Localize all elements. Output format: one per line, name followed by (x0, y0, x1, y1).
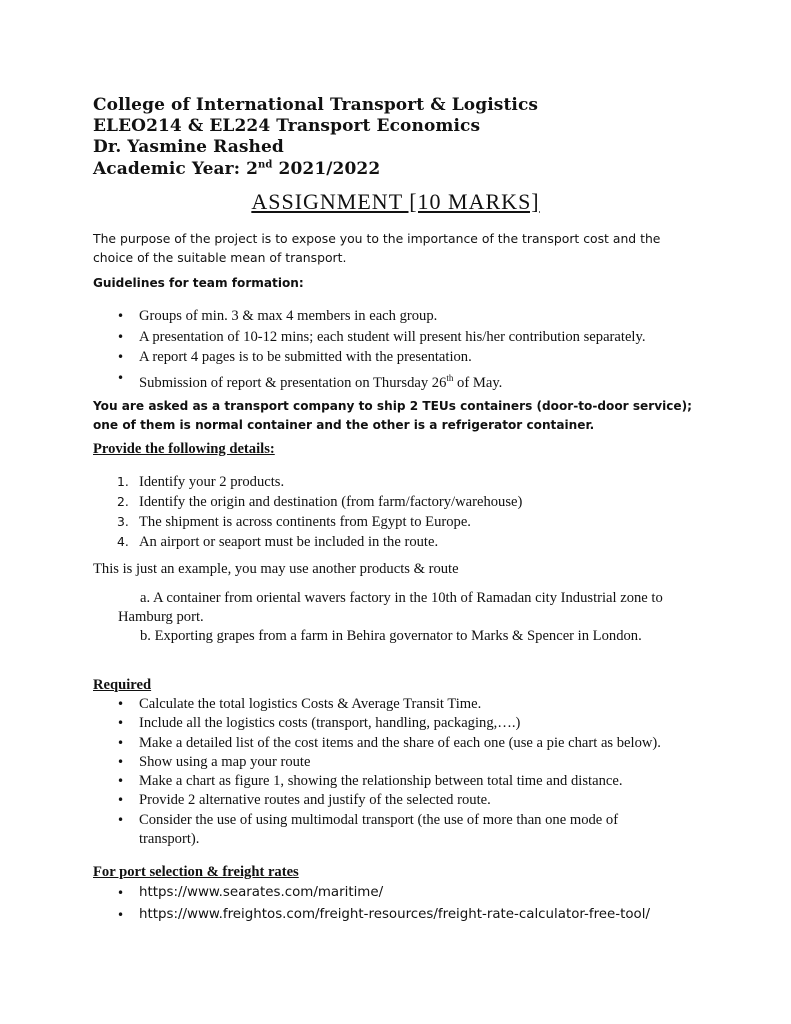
required-list (117, 695, 661, 849)
guidelines-list (117, 306, 645, 393)
list-item: • Include all the logistics costs (transport, handling, packaging,….) (117, 714, 661, 733)
example-a-line1: a. A container from oriental wavers factory in the 10th of Ramadan city Industrial zone to (140, 590, 663, 606)
ports-heading: For port selection & freight rates (93, 864, 299, 880)
list-item: 2. Identify the origin and destination (from farm/factory/warehouse) (117, 494, 523, 510)
list-item: • Show using a map your route (117, 753, 661, 772)
course-name: ELEO214 & EL224 Transport Economics (93, 116, 481, 136)
list-item: • Submission of report & presentation on Thursday 26th of May. (117, 368, 645, 393)
required-heading: Required (93, 677, 152, 693)
list-item: • Make a detailed list of the cost items and the share of each one (use a pie chart as below). (117, 734, 661, 753)
list-item: • Consider the use of using multimodal transport (the use of more than one mode of transport). (117, 811, 661, 850)
list-item: 3. The shipment is across continents from Egypt to Europe. (117, 514, 471, 530)
guidelines-heading: Guidelines for team formation: (93, 276, 304, 290)
list-item: • Groups of min. 3 & max 4 members in each group. (117, 306, 645, 327)
list-item: • Calculate the total logistics Costs & Average Transit Time. (117, 695, 661, 714)
task-paragraph: You are asked as a transport company to ship 2 TEUs containers (door-to-door service); one of them is normal container and the other is a refrigerator container. (93, 399, 692, 432)
list-item: 1. Identify your 2 products. (117, 474, 285, 490)
academic-year: Academic Year: 2nd 2021/2022 (93, 159, 381, 179)
list-item: • Provide 2 alternative routes and justify of the selected route. (117, 791, 661, 810)
example-intro: This is just an example, you may use another products & route (93, 561, 459, 577)
searates-link[interactable]: • https://www.searates.com/maritime/ (117, 882, 650, 904)
details-heading: Provide the following details: (93, 441, 275, 457)
freightos-link[interactable]: • https://www.freightos.com/freight-resources/freight-rate-calculator-free-tool/ (117, 904, 650, 926)
purpose-paragraph: The purpose of the project is to expose you to the importance of the transport cost and the choice of the suitable mean of transport. (93, 231, 661, 265)
list-item: • A presentation of 10-12 mins; each student will present his/her contribution separately. (117, 327, 645, 348)
list-item: 4. An airport or seaport must be included in the route. (117, 534, 439, 550)
ports-links-list (117, 882, 650, 926)
example-b: b. Exporting grapes from a farm in Behira governator to Marks & Spencer in London. (140, 628, 642, 644)
list-item: • A report 4 pages is to be submitted with the presentation. (117, 347, 645, 368)
instructor-name: Dr. Yasmine Rashed (93, 137, 284, 157)
list-item: • Make a chart as figure 1, showing the relationship between total time and distance. (117, 772, 661, 791)
college-name: College of International Transport & Logistics (93, 95, 539, 115)
example-a-line2: Hamburg port. (118, 609, 204, 625)
details-list (117, 472, 522, 552)
page-title: ASSIGNMENT [10 MARKS] (251, 189, 540, 214)
